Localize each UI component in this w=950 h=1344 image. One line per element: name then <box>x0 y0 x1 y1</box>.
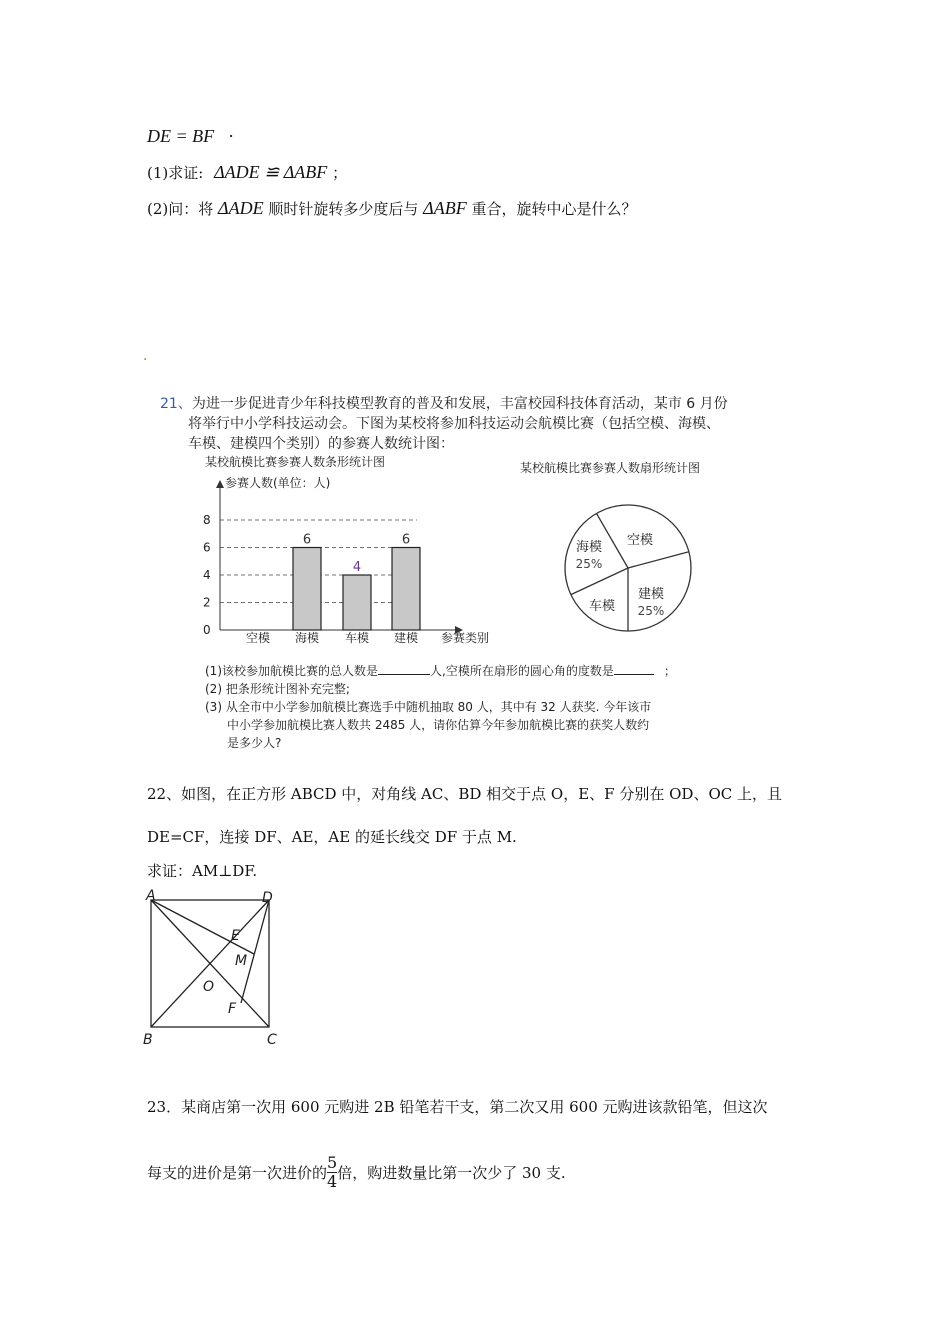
y-tick-label: 4 <box>203 568 211 582</box>
q23-line2 <box>147 1154 566 1191</box>
q22-line1: 22、如图，在正方形 ABCD 中，对角线 AC、BD 相交于点 O，E、F 分别在 OD、OC 上，且 <box>147 785 782 803</box>
label-m: M <box>235 953 248 969</box>
bar-chart-title: 某校航模比赛参赛人数条形统计图 <box>205 455 386 469</box>
x-tick-label: 空模 <box>245 631 271 645</box>
label-d: D <box>262 890 273 906</box>
pie-slice-label: 车模 <box>588 599 616 614</box>
pie-slices <box>565 505 691 631</box>
q23-line1: 23．某商店第一次用 600 元购进 2B 铅笔若干支，第二次又用 600 元购进该款铅笔，但这次 <box>147 1098 768 1116</box>
sub1-text-b: 人,空模所在扇形的圆心角的度数是 <box>430 664 614 678</box>
y-tick-label: 2 <box>203 595 211 610</box>
q22-line3: 求证：AM⊥DF. <box>147 862 258 880</box>
bar-value-label: 6 <box>302 532 312 548</box>
q21-line3: 车模、建模四个类别）的参赛人数统计图： <box>188 436 454 452</box>
label-o: O <box>203 979 215 995</box>
q20-part1 <box>147 162 347 183</box>
fraction-5-4 <box>327 1154 337 1191</box>
pie-slice-percent: 25% <box>637 604 665 618</box>
q21-subquestions <box>205 660 795 752</box>
q21-sub3-a: (3) 从全市中小学参加航模比赛选手中随机抽取 80 人，其中有 32 人获奖. 今年该市 <box>205 700 652 714</box>
bar-chart-ylabel: 参赛人数(单位：人) <box>225 476 331 490</box>
x-tick-labels <box>246 630 418 645</box>
x-tick-label: 海模 <box>294 631 320 645</box>
label-b: B <box>143 1032 153 1048</box>
y-tick-label: 6 <box>203 540 211 555</box>
q23-line2-b: 倍，购进数量比第一次少了 30 支. <box>337 1164 566 1182</box>
bar-value-label: 4 <box>352 560 362 575</box>
q23-line2-a: 每支的进价是第一次进价的 <box>147 1164 328 1182</box>
q21-intro <box>160 394 800 454</box>
q21-line1: 为进一步促进青少年科技模型教育的普及和发展，丰富校园科技体育活动，某市 6 月份 <box>191 396 728 412</box>
y-tick-labels <box>203 513 211 637</box>
bar-建模 <box>392 548 420 631</box>
part1-label: (1)求证: <box>147 164 204 182</box>
label-f: F <box>228 1001 237 1017</box>
q21-number: 21、 <box>160 396 192 412</box>
y-tick-label: 8 <box>203 513 211 527</box>
x-tick-label: 车模 <box>344 631 370 645</box>
q21-sub2: (2) 把条形统计图补充完整; <box>205 682 350 696</box>
part2-math-a: ΔADE <box>218 198 264 218</box>
y-tick-label: 0 <box>203 623 211 637</box>
q21-sub1 <box>205 660 795 680</box>
q21-sub3-c: 是多少人? <box>227 736 282 750</box>
bar-海模 <box>293 548 321 631</box>
q20-part2 <box>147 198 637 219</box>
frac-numerator: 5 <box>327 1153 338 1172</box>
bar-车模 <box>343 575 371 630</box>
part1-math: ΔADE ≌ ΔABF <box>214 162 328 182</box>
blank-angle[interactable] <box>614 660 654 675</box>
label-a: A <box>146 888 156 904</box>
y-axis-arrow <box>216 480 224 488</box>
pie-slice-label: 海模 <box>575 540 603 555</box>
bar-value-label: 6 <box>401 532 411 548</box>
q21-line2: 将举行中小学科技运动会。下图为某校将参加科技运动会航模比赛（包括空模、海模、 <box>188 416 720 432</box>
part1-end: ； <box>332 164 348 182</box>
square-figure <box>140 888 290 1053</box>
pie-slice-label: 建模 <box>637 587 665 602</box>
sub1-text-a: (1)该校参加航模比赛的总人数是 <box>205 664 378 678</box>
pie-slice-label: 空模 <box>626 533 654 548</box>
given-equation: DE = BF · <box>147 126 235 146</box>
part2-end: 重合，旋转中心是什么？ <box>471 200 637 218</box>
part2-mid: 顺时针旋转多少度后与 <box>268 200 419 218</box>
pie-slice-percent: 25% <box>575 557 603 571</box>
segment-am <box>151 900 254 954</box>
blank-total[interactable] <box>378 660 430 675</box>
sub1-text-c: ； <box>663 664 676 678</box>
bar-chart <box>195 452 505 652</box>
label-e: E <box>231 928 240 944</box>
pie-chart-title: 某校航模比赛参赛人数扇形统计图 <box>520 461 701 475</box>
stray-dot: . <box>143 348 148 364</box>
part2-math-b: ΔABF <box>423 198 467 218</box>
q22-line2: DE=CF，连接 DF、AE，AE 的延长线交 DF 于点 M. <box>147 828 517 846</box>
x-tick-label: 建模 <box>393 631 419 645</box>
part2-label: (2)问：将 <box>147 200 214 218</box>
bar-chart-xlabel: 参赛类别 <box>441 631 490 645</box>
label-c: C <box>267 1032 277 1048</box>
frac-denominator: 4 <box>327 1172 338 1191</box>
q21-sub3-b: 中小学参加航模比赛人数共 2485 人，请你估算今年参加航模比赛的获奖人数约 <box>227 718 650 732</box>
pie-chart <box>515 452 750 642</box>
